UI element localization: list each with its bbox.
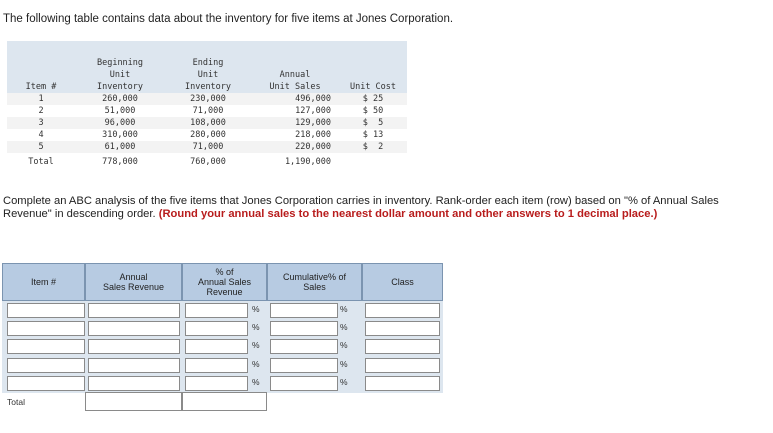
item-input[interactable] [7, 358, 85, 373]
cell-annual-sales: 127,000 [251, 105, 339, 117]
table-row [7, 117, 407, 129]
total-annual-sales-input[interactable] [85, 392, 182, 411]
percent-sign: % [252, 322, 260, 333]
cell-unit-cost: $ 13 [339, 129, 407, 141]
cell-item: 1 [7, 93, 75, 105]
total-annual-sales: 1,190,000 [251, 153, 339, 171]
cell-annual-sales: 129,000 [251, 117, 339, 129]
header-unit-cost: Unit Cost [339, 41, 407, 93]
total-ending: 760,000 [165, 153, 251, 171]
table-row [7, 105, 407, 117]
item-input[interactable] [7, 321, 85, 336]
cumulative-pct-input[interactable] [270, 376, 338, 391]
cumulative-pct-input[interactable] [270, 321, 338, 336]
cell-item: 5 [7, 141, 75, 153]
grid-header-cumulative-pct: Cumulative% of Sales [267, 263, 362, 301]
cumulative-percent-sign: % [340, 340, 348, 351]
cell-beginning: 310,000 [75, 129, 165, 141]
pct-annual-sales-input[interactable] [185, 358, 248, 373]
cell-unit-cost: $ 25 [339, 93, 407, 105]
cell-ending: 230,000 [165, 93, 251, 105]
pct-annual-sales-input[interactable] [185, 339, 248, 354]
cell-annual-sales: 218,000 [251, 129, 339, 141]
table-row [7, 141, 407, 153]
item-input[interactable] [7, 376, 85, 391]
total-unit-cost [339, 153, 407, 171]
inventory-table [7, 41, 407, 171]
task-instructions [3, 195, 763, 221]
cumulative-percent-sign: % [340, 376, 348, 387]
cell-unit-cost: $ 5 [339, 117, 407, 129]
cell-annual-sales: 496,000 [251, 93, 339, 105]
annual-sales-revenue-input[interactable] [88, 358, 180, 373]
pct-annual-sales-input[interactable] [185, 303, 248, 318]
table-row [7, 129, 407, 141]
cumulative-pct-input[interactable] [270, 303, 338, 318]
grid-row [2, 356, 443, 375]
task-text: Complete an ABC analysis of the five items that Jones Corporation carries in inventory. Rank-order each item (row) based on "% of Annual Sales Revenue" in descending order. [3, 195, 719, 220]
cell-ending: 280,000 [165, 129, 251, 141]
class-input[interactable] [365, 376, 440, 391]
grid-header-class: Class [362, 263, 443, 301]
percent-sign: % [252, 304, 260, 314]
cumulative-pct-input[interactable] [270, 358, 338, 373]
grid-row [2, 337, 443, 356]
intro-text: The following table contains data about the inventory for five items at Jones Corporation. [3, 13, 454, 25]
cell-annual-sales: 220,000 [251, 141, 339, 153]
item-input[interactable] [7, 303, 85, 318]
cell-ending: 71,000 [165, 105, 251, 117]
percent-sign: % [252, 376, 260, 387]
class-input[interactable] [365, 339, 440, 354]
header-item: Item # [7, 41, 75, 93]
cell-item: 2 [7, 105, 75, 117]
total-pct-input[interactable] [182, 392, 267, 411]
grid-header-annual-sales-revenue: Annual Sales Revenue [85, 263, 182, 301]
percent-sign: % [252, 358, 260, 369]
grid-header-item: Item # [2, 263, 85, 301]
header-annual-unit-sales: Annual Unit Sales [251, 41, 339, 93]
grid-total-row [2, 392, 443, 411]
cumulative-percent-sign: % [340, 322, 348, 333]
total-beginning: 778,000 [75, 153, 165, 171]
grid-total-label: Total [7, 397, 25, 407]
cell-unit-cost: $ 50 [339, 105, 407, 117]
class-input[interactable] [365, 321, 440, 336]
cumulative-percent-sign: % [340, 304, 348, 314]
annual-sales-revenue-input[interactable] [88, 321, 180, 336]
cell-item: 4 [7, 129, 75, 141]
cell-beginning: 61,000 [75, 141, 165, 153]
table-row [7, 93, 407, 105]
cell-item: 3 [7, 117, 75, 129]
percent-sign: % [252, 340, 260, 351]
annual-sales-revenue-input[interactable] [88, 303, 180, 318]
total-label: Total [7, 153, 75, 171]
header-ending-inventory: Ending Unit Inventory [165, 41, 251, 93]
annual-sales-revenue-input[interactable] [88, 339, 180, 354]
cell-beginning: 51,000 [75, 105, 165, 117]
class-input[interactable] [365, 303, 440, 318]
cell-beginning: 96,000 [75, 117, 165, 129]
cumulative-pct-input[interactable] [270, 339, 338, 354]
abc-answer-grid [2, 263, 443, 411]
pct-annual-sales-input[interactable] [185, 321, 248, 336]
grid-row [2, 301, 443, 320]
cell-beginning: 260,000 [75, 93, 165, 105]
cell-ending: 108,000 [165, 117, 251, 129]
task-emphasis: (Round your annual sales to the nearest dollar amount and other answers to 1 decimal place.) [158, 208, 658, 220]
item-input[interactable] [7, 339, 85, 354]
grid-row [2, 374, 443, 393]
pct-annual-sales-input[interactable] [185, 376, 248, 391]
total-row [7, 153, 407, 171]
header-beginning-inventory: Beginning Unit Inventory [75, 41, 165, 93]
cell-ending: 71,000 [165, 141, 251, 153]
grid-row [2, 319, 443, 338]
grid-header-pct-annual-sales: % of Annual Sales Revenue [182, 263, 267, 301]
cell-unit-cost: $ 2 [339, 141, 407, 153]
cumulative-percent-sign: % [340, 358, 348, 369]
class-input[interactable] [365, 358, 440, 373]
annual-sales-revenue-input[interactable] [88, 376, 180, 391]
